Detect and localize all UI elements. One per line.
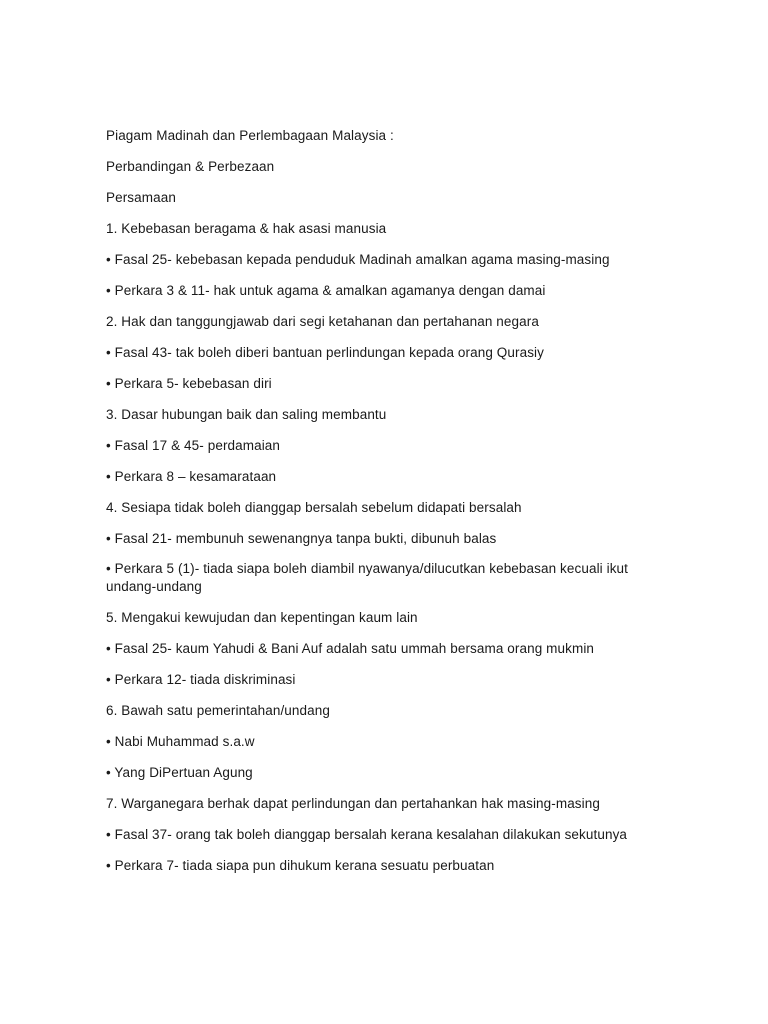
bullet-item: • Perkara 3 & 11- hak untuk agama & amalkan agamanya dengan damai (106, 283, 546, 298)
bullet-item: • Perkara 8 – kesamarataan (106, 469, 277, 484)
point-heading-5: 5. Mengakui kewujudan dan kepentingan kaum lain (106, 610, 418, 625)
point-heading-1: 1. Kebebasan beragama & hak asasi manusia (106, 221, 387, 236)
bullet-item: • Fasal 37- orang tak boleh dianggap bersalah kerana kesalahan dilakukan sekutunya (106, 827, 628, 842)
bullet-item: • Nabi Muhammad s.a.w (106, 734, 255, 749)
point-heading-4: 4. Sesiapa tidak boleh dianggap bersalah sebelum didapati bersalah (106, 500, 522, 515)
section-heading: Persamaan (106, 190, 176, 205)
bullet-item: • Fasal 43- tak boleh diberi bantuan perlindungan kepada orang Qurasiy (106, 345, 545, 360)
bullet-item: • Fasal 25- kaum Yahudi & Bani Auf adalah satu ummah bersama orang mukmin (106, 641, 595, 656)
bullet-item: • Yang DiPertuan Agung (106, 765, 253, 780)
bullet-item: • Fasal 17 & 45- perdamaian (106, 438, 281, 453)
bullet-item: • Perkara 7- tiada siapa pun dihukum kerana sesuatu perbuatan (106, 858, 495, 873)
point-heading-6: 6. Bawah satu pemerintahan/undang (106, 703, 330, 718)
bullet-item: • Perkara 5- kebebasan diri (106, 376, 272, 391)
bullet-item: • Fasal 21- membunuh sewenangnya tanpa bukti, dibunuh balas (106, 531, 497, 546)
bullet-item: • Fasal 25- kebebasan kepada penduduk Madinah amalkan agama masing-masing (106, 252, 610, 267)
point-heading-7: 7. Warganegara berhak dapat perlindungan dan pertahankan hak masing-masing (106, 796, 600, 811)
bullet-item-wrapped: • Perkara 5 (1)- tiada siapa boleh diambil nyawanya/dilucutkan kebebasan kecuali ikut undang-undang (106, 561, 629, 594)
point-heading-3: 3. Dasar hubungan baik dan saling membantu (106, 407, 387, 422)
document-subtitle: Perbandingan & Perbezaan (106, 159, 275, 174)
document-title: Piagam Madinah dan Perlembagaan Malaysia : (106, 128, 394, 143)
point-heading-2: 2. Hak dan tanggungjawab dari segi ketahanan dan pertahanan negara (106, 314, 539, 329)
bullet-item: • Perkara 12- tiada diskriminasi (106, 672, 296, 687)
